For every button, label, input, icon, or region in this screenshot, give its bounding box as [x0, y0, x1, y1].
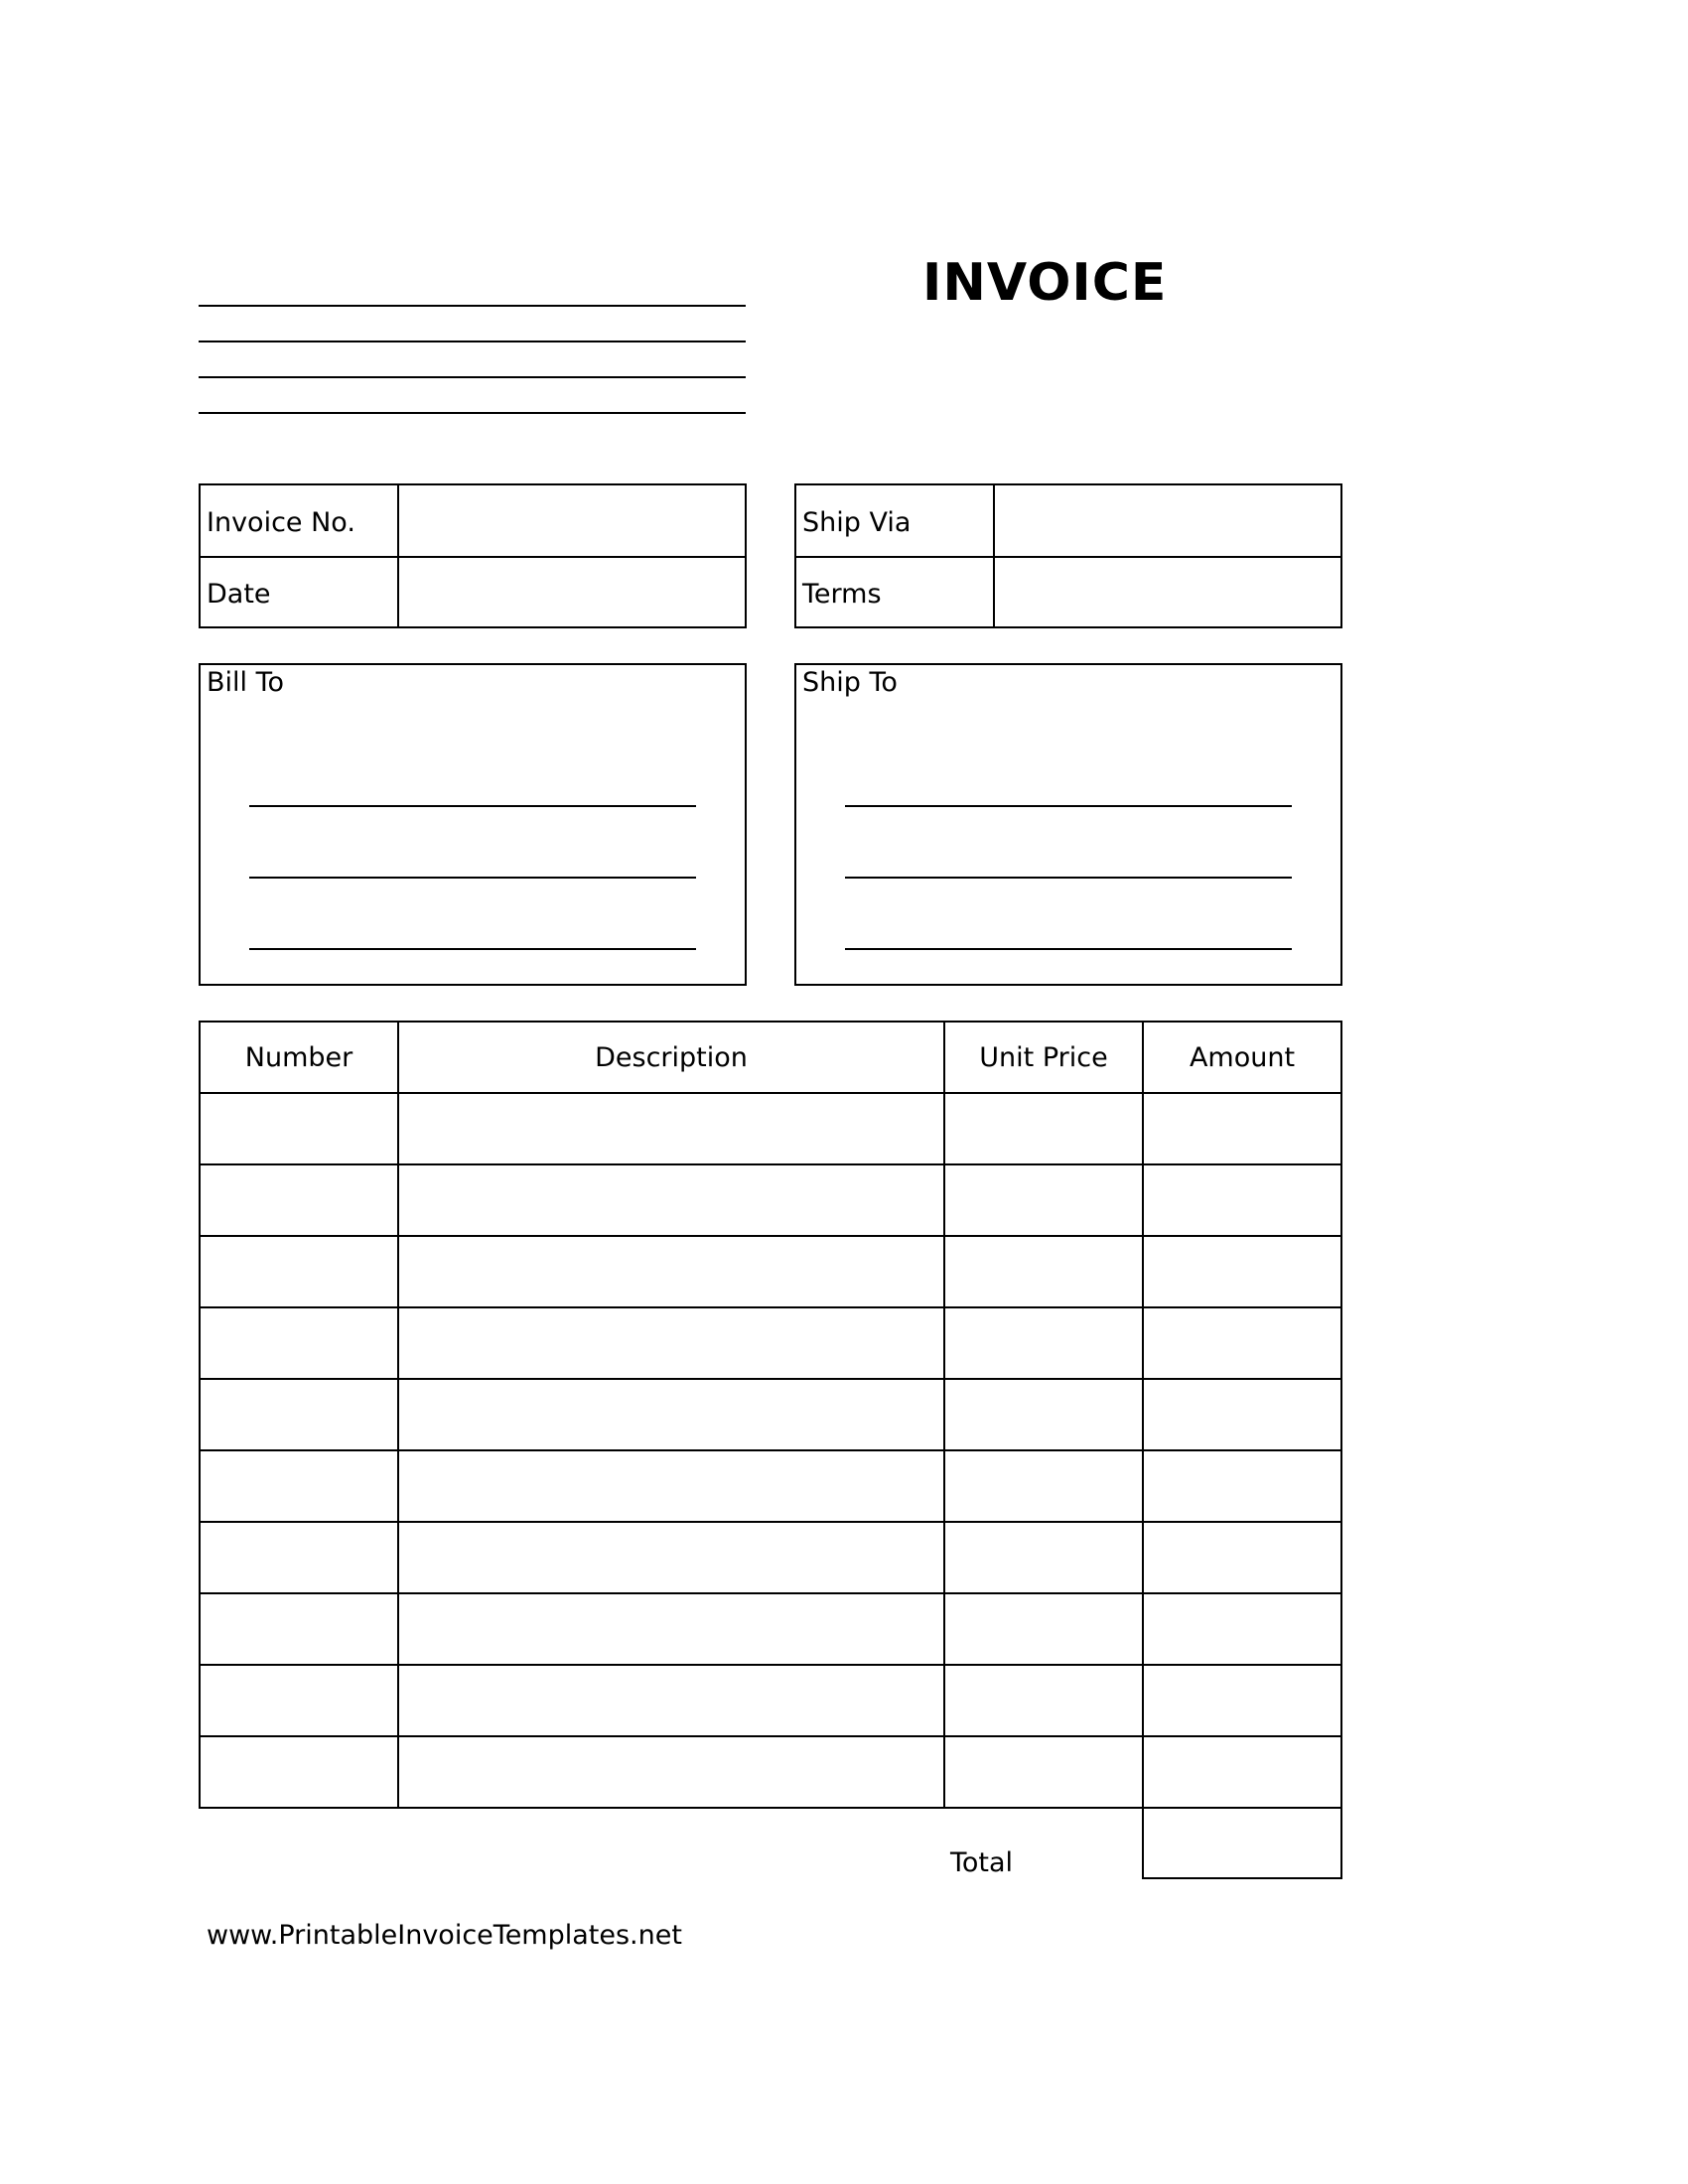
- ship-to-line-3[interactable]: [845, 948, 1292, 950]
- table-row: [200, 1736, 1341, 1808]
- number-cell[interactable]: [200, 1522, 398, 1593]
- total-field[interactable]: [1142, 1807, 1342, 1879]
- description-cell[interactable]: [398, 1522, 944, 1593]
- table-row: [200, 1379, 1341, 1450]
- table-row: [200, 1236, 1341, 1307]
- ship-to-label: Ship To: [802, 667, 898, 698]
- amount-cell[interactable]: [1143, 1307, 1341, 1379]
- table-row: [200, 1593, 1341, 1665]
- bill-to-line-1[interactable]: [249, 805, 696, 807]
- unit-price-cell[interactable]: [944, 1593, 1143, 1665]
- number-cell[interactable]: [200, 1665, 398, 1736]
- bill-to-line-2[interactable]: [249, 877, 696, 879]
- terms-label: Terms: [802, 579, 882, 610]
- column-header-description: Description: [398, 1022, 944, 1093]
- column-header-unit-price: Unit Price: [944, 1022, 1143, 1093]
- amount-cell[interactable]: [1143, 1379, 1341, 1450]
- ship-to-line-2[interactable]: [845, 877, 1292, 879]
- invoice-no-field[interactable]: [399, 485, 745, 556]
- terms-field[interactable]: [995, 558, 1340, 626]
- ship-via-label: Ship Via: [802, 507, 912, 538]
- bill-to-label: Bill To: [207, 667, 285, 698]
- line-items-table: [199, 1021, 1342, 1809]
- number-cell[interactable]: [200, 1736, 398, 1808]
- table-row: [200, 1164, 1341, 1236]
- number-cell[interactable]: [200, 1236, 398, 1307]
- number-cell[interactable]: [200, 1450, 398, 1522]
- description-cell[interactable]: [398, 1379, 944, 1450]
- unit-price-cell[interactable]: [944, 1665, 1143, 1736]
- unit-price-cell[interactable]: [944, 1164, 1143, 1236]
- amount-cell[interactable]: [1143, 1665, 1341, 1736]
- invoice-title: INVOICE: [922, 253, 1168, 313]
- unit-price-cell[interactable]: [944, 1379, 1143, 1450]
- bill-to-line-3[interactable]: [249, 948, 696, 950]
- number-cell[interactable]: [200, 1093, 398, 1164]
- table-header-row: [200, 1022, 1341, 1093]
- column-header-number: Number: [200, 1022, 398, 1093]
- description-cell[interactable]: [398, 1236, 944, 1307]
- unit-price-cell[interactable]: [944, 1736, 1143, 1808]
- invoice-no-label: Invoice No.: [207, 507, 355, 538]
- table-row: [200, 1522, 1341, 1593]
- sender-line-2[interactable]: [199, 341, 746, 342]
- amount-cell[interactable]: [1143, 1522, 1341, 1593]
- description-cell[interactable]: [398, 1307, 944, 1379]
- unit-price-cell[interactable]: [944, 1093, 1143, 1164]
- unit-price-cell[interactable]: [944, 1450, 1143, 1522]
- amount-cell[interactable]: [1143, 1736, 1341, 1808]
- amount-cell[interactable]: [1143, 1236, 1341, 1307]
- date-label: Date: [207, 579, 271, 610]
- amount-cell[interactable]: [1143, 1093, 1341, 1164]
- description-cell[interactable]: [398, 1736, 944, 1808]
- bill-to-box: [199, 663, 747, 986]
- amount-cell[interactable]: [1143, 1164, 1341, 1236]
- description-cell[interactable]: [398, 1093, 944, 1164]
- table-row: [200, 1665, 1341, 1736]
- table-row: [200, 1307, 1341, 1379]
- table-row: [200, 1093, 1341, 1164]
- description-cell[interactable]: [398, 1164, 944, 1236]
- amount-cell[interactable]: [1143, 1593, 1341, 1665]
- total-label: Total: [950, 1847, 1014, 1878]
- description-cell[interactable]: [398, 1665, 944, 1736]
- date-field[interactable]: [399, 558, 745, 626]
- ship-to-line-1[interactable]: [845, 805, 1292, 807]
- number-cell[interactable]: [200, 1164, 398, 1236]
- number-cell[interactable]: [200, 1307, 398, 1379]
- unit-price-cell[interactable]: [944, 1236, 1143, 1307]
- table-row: [200, 1450, 1341, 1522]
- number-cell[interactable]: [200, 1593, 398, 1665]
- ship-to-box: [794, 663, 1342, 986]
- amount-cell[interactable]: [1143, 1450, 1341, 1522]
- ship-via-field[interactable]: [995, 485, 1340, 556]
- sender-line-4[interactable]: [199, 412, 746, 414]
- unit-price-cell[interactable]: [944, 1307, 1143, 1379]
- description-cell[interactable]: [398, 1450, 944, 1522]
- footer-url[interactable]: www.PrintableInvoiceTemplates.net: [207, 1920, 682, 1951]
- column-header-amount: Amount: [1143, 1022, 1341, 1093]
- sender-line-1[interactable]: [199, 305, 746, 307]
- number-cell[interactable]: [200, 1379, 398, 1450]
- sender-line-3[interactable]: [199, 376, 746, 378]
- unit-price-cell[interactable]: [944, 1522, 1143, 1593]
- description-cell[interactable]: [398, 1593, 944, 1665]
